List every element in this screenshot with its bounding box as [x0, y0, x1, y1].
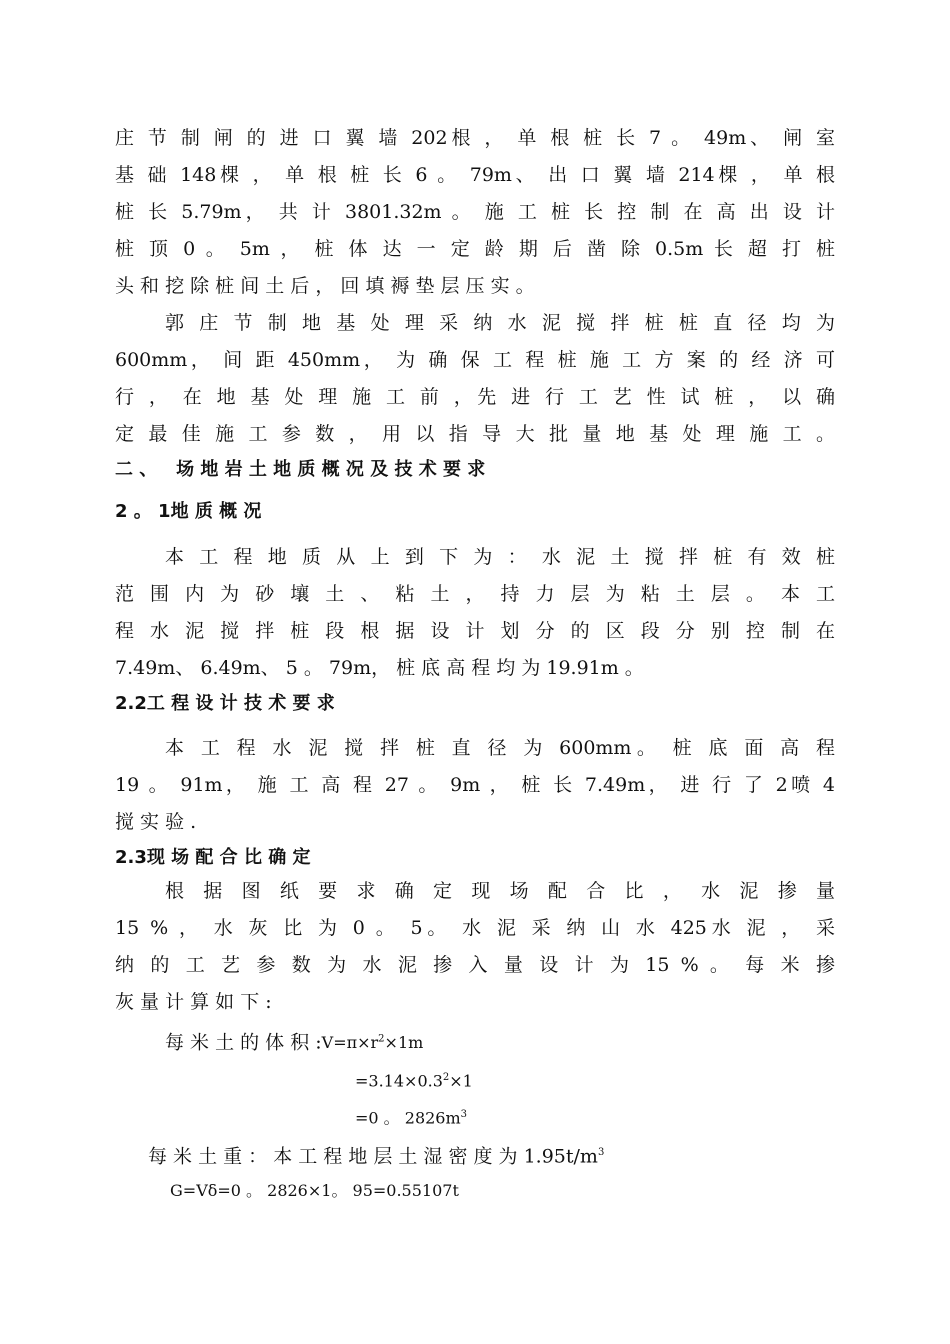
- exponent: 3: [460, 1109, 468, 1120]
- section-heading: 二 、 场 地 岩 土 地 质 概 况 及 技 术 要 求: [115, 459, 486, 480]
- formula-weight-calc: G=Vδ=0 。 2826×1。 95=0.55107t: [170, 1181, 459, 1200]
- text-line: 桩 长 5.79m， 共 计 3801.32m 。 施 工 桩 长 控 制 在 高 出 设 计: [115, 201, 835, 223]
- text-line: 基 础 148棵 ， 单 根 桩 长 6 。 79m、 出 口 翼 墙 214棵 ， 单 根: [115, 164, 835, 186]
- formula-weight: 每 米 土 重 ： 本 工 程 地 层 土 湿 密 度 为 $1.95t/m^3$: [148, 1145, 605, 1168]
- text-line: 行 ， 在 地 基 处 理 施 工 前 ，先 进 行 工 艺 性 试 桩 ， 以 确: [115, 386, 835, 408]
- text-line: 灰 量 计 算 如 下 :: [115, 991, 272, 1013]
- formula-step-3: =0 。 $2826m^3$: [355, 1108, 468, 1128]
- text-line: 本 工 程 地 质 从 上 到 下 为 ： 水 泥 土 搅 拌 桩 有 效 桩: [165, 546, 835, 568]
- exponent: 3: [597, 1147, 605, 1158]
- text-line: 15 % ， 水 灰 比 为 0 。 5。 水 泥 采 纳 山 水 425水 泥 ， 采: [115, 917, 835, 939]
- text-line: 7.49m、 6.49m、 5 。 79m， 桩 底 高 程 均 为 19.91m 。: [115, 657, 644, 679]
- exponent: 2: [378, 1034, 385, 1045]
- text-line: 纳 的 工 艺 参 数 为 水 泥 掺 入 量 设 计 为 15 % 。 每 米 掺: [115, 954, 835, 976]
- text-line: 庄 节 制 闸 的 进 口 翼 墙 202根 ， 单 根 桩 长 7 。 49m、 闸 室: [115, 127, 835, 149]
- formula-volume: [165, 1028, 423, 1055]
- text-line: 19 。 91m， 施 工 高 程 27 。 9m ， 桩 长 7.49m， 进 行 了 2喷 4: [115, 774, 835, 796]
- exponent: 2: [442, 1072, 450, 1083]
- formula-expression: $V=\pi\times r^2\times 1m$: [321, 1033, 424, 1053]
- text-line: 搅 实 验 .: [115, 811, 197, 833]
- formula-label: 每 米 土 的 体 积 :: [165, 1031, 322, 1054]
- subsection-heading: 2.3现 场 配 合 比 确 定: [115, 847, 311, 868]
- text-line: 范 围 内 为 砂 壤 土 、 粘 土 ， 持 力 层 为 粘 土 层 。 本 工: [115, 583, 835, 605]
- text-line: 根 据 图 纸 要 求 确 定 现 场 配 合 比 ， 水 泥 掺 量: [165, 880, 835, 902]
- text-line: 定 最 佳 施 工 参 数 ， 用 以 指 导 大 批 量 地 基 处 理 施 工 。: [115, 423, 835, 445]
- text-line: 程 水 泥 搅 拌 桩 段 根 据 设 计 划 分 的 区 段 分 别 控 制 在: [115, 620, 835, 642]
- subsection-heading: 2.2工 程 设 计 技 术 要 求: [115, 693, 335, 714]
- formula-step-2: $=3.14\times 0.3^2\times 1$: [355, 1071, 473, 1091]
- text-line: 本 工 程 水 泥 搅 拌 桩 直 径 为 600mm。 桩 底 面 高 程: [165, 737, 835, 759]
- subsection-heading: 2 。 1地 质 概 况: [115, 501, 262, 522]
- text-line: 头 和 挖 除 桩 间 土 后 ， 回 填 褥 垫 层 压 实 。: [115, 275, 535, 297]
- text-line: 600mm， 间 距 450mm， 为 确 保 工 程 桩 施 工 方 案 的 经 济 可: [115, 349, 835, 371]
- text-line: 郭 庄 节 制 地 基 处 理 采 纳 水 泥 搅 拌 桩 桩 直 径 均 为: [165, 312, 835, 334]
- text-line: 桩 顶 0 。 5m ， 桩 体 达 一 定 龄 期 后 凿 除 0.5m 长 超 打 桩: [115, 238, 835, 260]
